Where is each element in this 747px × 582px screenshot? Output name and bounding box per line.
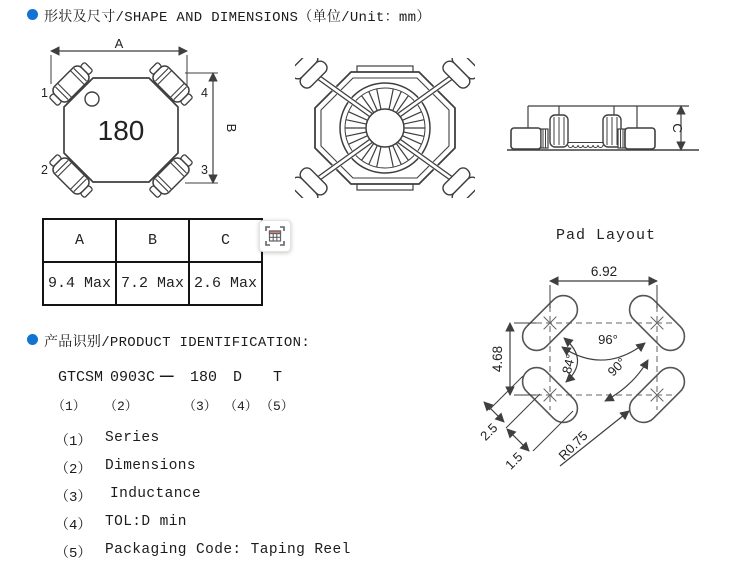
clover-terminal-top-right xyxy=(440,58,475,91)
dim-1-5-label: 1.5 xyxy=(502,449,526,473)
code-tolerance: D xyxy=(233,369,243,386)
pin-label-2: 2 xyxy=(41,163,48,177)
dim-r0-75 xyxy=(556,411,629,466)
dim-pad-width-6-92 xyxy=(550,264,657,308)
pin-label-1: 1 xyxy=(41,86,48,100)
section-bullet-icon xyxy=(27,334,38,345)
code-series: GTCSM xyxy=(58,369,104,386)
legend-label: Packaging Code: Taping Reel xyxy=(105,542,351,558)
angle-96-label: 96° xyxy=(598,332,618,347)
table-capture-icon xyxy=(265,226,285,246)
coil-winding xyxy=(568,143,603,148)
legend-index: （4） xyxy=(55,518,92,534)
pin1-marker xyxy=(85,92,99,106)
legend-item-dimensions xyxy=(0,458,420,478)
code-separator: — xyxy=(160,368,174,385)
legend-index: （5） xyxy=(55,546,92,562)
legend-item-packaging xyxy=(0,542,420,562)
legend-label: Inductance xyxy=(110,486,202,502)
clover-terminal-top-left xyxy=(295,58,330,91)
dim-b xyxy=(185,73,239,183)
pin-label-3: 3 xyxy=(201,163,208,177)
dim-2-5 xyxy=(477,376,573,451)
dim-b-label: B xyxy=(224,123,239,133)
table-header-row xyxy=(43,219,262,262)
dim-4-68-label: 4.68 xyxy=(490,345,505,373)
side-terminal-left xyxy=(511,128,548,149)
value-c: 2.6 Max xyxy=(189,262,262,305)
dim-2-5-label: 2.5 xyxy=(477,420,501,444)
pad-layout-title: Pad Layout xyxy=(556,227,657,244)
dim-c xyxy=(670,106,685,150)
angle-84-label: 84° xyxy=(558,352,579,376)
code-index-1: （1） xyxy=(52,399,86,414)
dim-r0-75-label: R0.75 xyxy=(555,427,591,464)
legend-item-tolerance xyxy=(0,514,420,534)
clover-terminal-bottom-left xyxy=(295,165,330,198)
code-inductance: 180 xyxy=(190,369,218,386)
legend-label: Series xyxy=(105,430,160,446)
code-index-2: （2） xyxy=(104,399,138,414)
code-index-4: （4） xyxy=(224,399,258,414)
header-c: C xyxy=(189,219,262,262)
pad-layout-drawing xyxy=(476,248,736,476)
code-index-3: （3） xyxy=(183,399,217,414)
inductance-marking: 180 xyxy=(97,115,145,146)
dim-6-92-label: 6.92 xyxy=(590,264,618,279)
header-a: A xyxy=(43,219,116,262)
dim-a-label: A xyxy=(114,38,124,51)
angle-84 xyxy=(559,338,578,382)
legend-index: （2） xyxy=(55,462,92,478)
legend-item-series xyxy=(0,430,420,450)
value-b: 7.2 Max xyxy=(116,262,189,305)
toroid-hole xyxy=(366,109,404,147)
clover-terminal-bottom-right xyxy=(440,165,475,198)
angle-90 xyxy=(605,355,648,401)
winding-post-left xyxy=(550,115,568,147)
legend-index: （1） xyxy=(55,434,92,450)
dimension-table xyxy=(42,218,263,306)
legend-label: Dimensions xyxy=(105,458,197,474)
side-terminal-right xyxy=(618,128,655,149)
legend-label: TOL:D min xyxy=(105,514,187,530)
legend-index: （3） xyxy=(55,490,92,506)
top-view-drawing xyxy=(35,38,240,210)
pin-label-4: 4 xyxy=(201,86,208,100)
angle-90-label: 90° xyxy=(604,354,630,380)
section-bullet-icon xyxy=(27,9,38,20)
code-index-5: （5） xyxy=(260,399,294,414)
dim-pad-height-4-68 xyxy=(490,323,536,395)
code-dimensions: 0903C xyxy=(110,369,156,386)
dim-1-5 xyxy=(502,429,529,473)
code-packaging: T xyxy=(273,369,283,386)
legend-item-inductance xyxy=(0,486,420,506)
side-view-drawing xyxy=(503,92,703,170)
shape-dimensions-title: 形状及尺寸/SHAPE AND DIMENSIONS（单位/Unit：mm） xyxy=(44,10,431,26)
product-identification-title: 产品识别/PRODUCT IDENTIFICATION: xyxy=(44,335,311,351)
header-b: B xyxy=(116,219,189,262)
value-a: 9.4 Max xyxy=(43,262,116,305)
dim-c-label: C xyxy=(670,123,685,133)
table-capture-button[interactable] xyxy=(259,220,291,252)
pad-centerlines xyxy=(536,306,672,410)
winding-view-drawing xyxy=(295,58,475,198)
table-value-row xyxy=(43,262,262,305)
